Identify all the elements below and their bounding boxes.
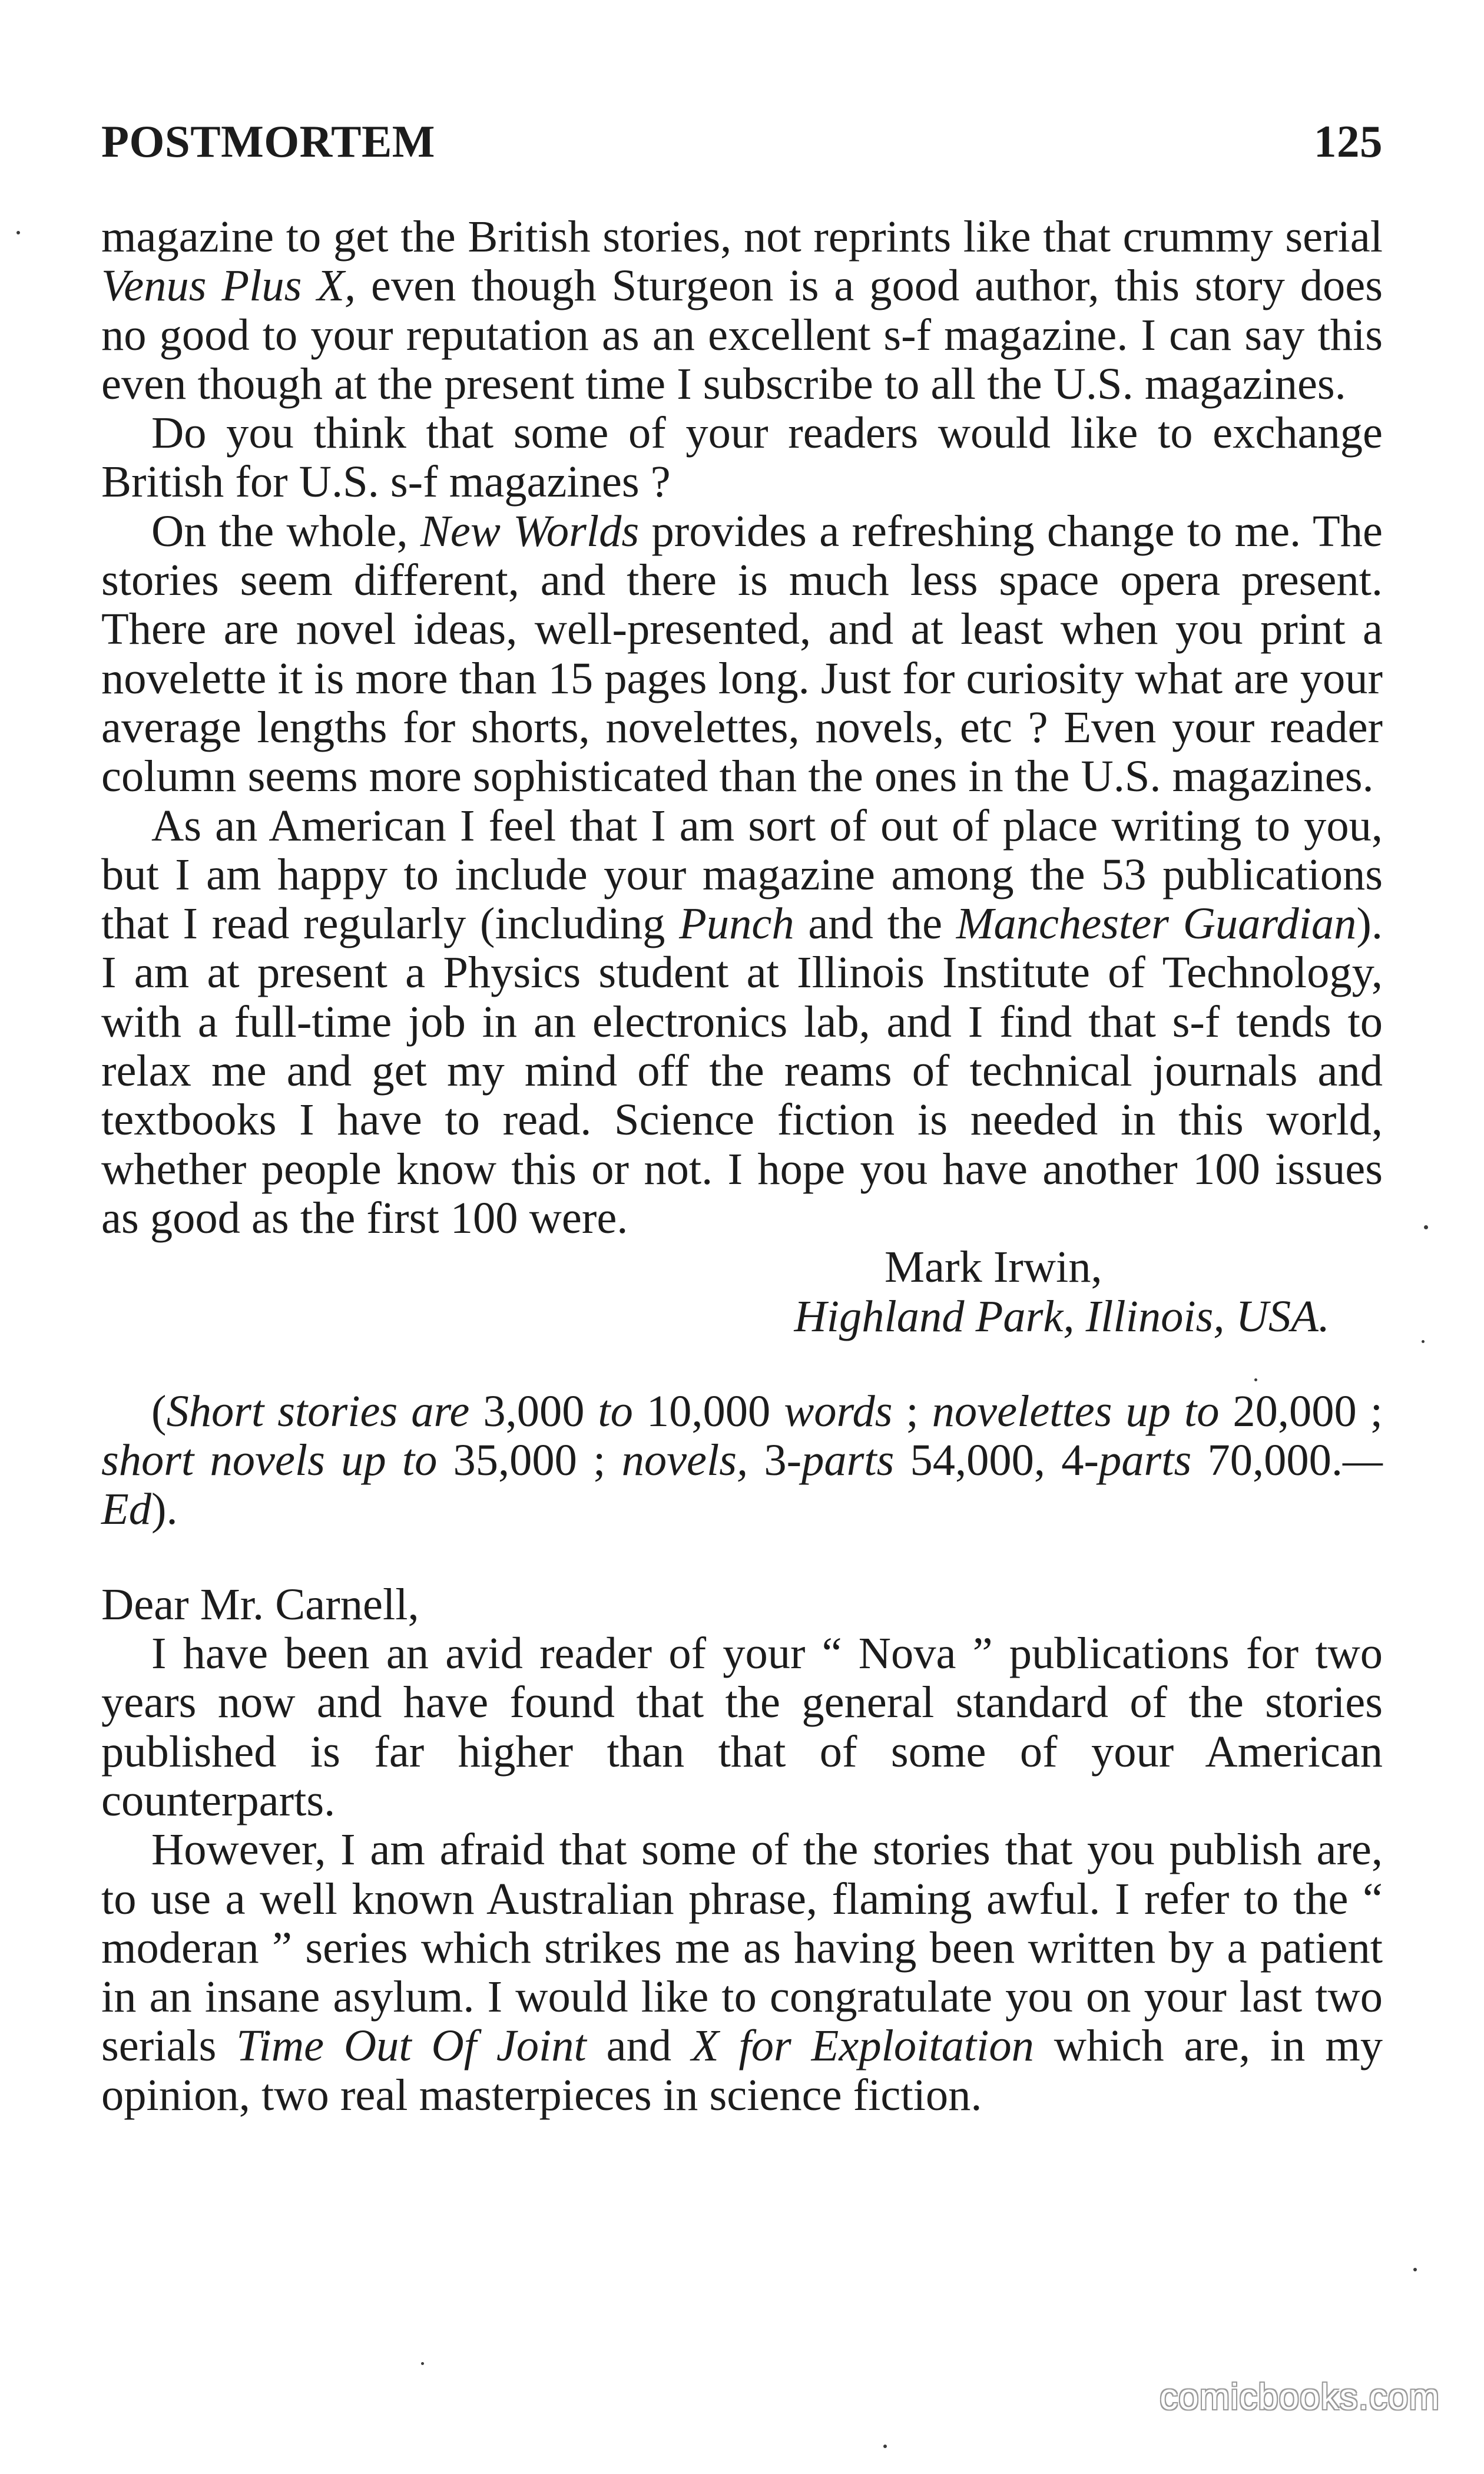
section-gap: [101, 1341, 1383, 1387]
print-speck: [16, 231, 20, 234]
print-speck: [1413, 2268, 1417, 2271]
salutation: Dear Mr. Carnell,: [101, 1579, 419, 1629]
letter1-paragraph-2: Do you think that some of your readers would like to exchange British for U.S. s-f magazines ?: [101, 408, 1383, 507]
letter1-paragraph-4: As an American I feel that I am sort of out of place writing to you, but I am happy to include your magazine among the 53 publications that I read regularly (including Punch and the Manchester Guardian). I am at present a Physics student at Illinois Institute of Technology, with a full-time job in an electronics lab, and I find that s-f tends to relax me and get my mind off the reams of technical journals and textbooks I have to read. Science fiction is needed in this world, whether people know this or not. I hope you have another 100 issues as good as the first 100 were.: [101, 800, 1383, 1243]
running-title: POSTMORTEM: [101, 116, 435, 167]
letter2-paragraph-1: I have been an avid reader of your “ Nova ” publications for two years now and have found that the general standard of the stories published is far higher than that of some of your American counterparts.: [101, 1628, 1383, 1825]
print-speck: [1424, 1225, 1428, 1229]
print-speck: [421, 2362, 424, 2365]
editor-note: (Short stories are 3,000 to 10,000 words ; novelettes up to 20,000 ; short novels up to 35,000 ; novels, 3-parts 54,000, 4-parts 70,000.—Ed).: [101, 1385, 1383, 1534]
section-gap: [101, 1534, 1383, 1580]
print-speck: [883, 2445, 887, 2448]
letter1-paragraph-1: magazine to get the British stories, not reprints like that crummy serial Venus Plus X, even though Sturgeon is a good author, this story does no good to your reputation as an excellent s-f magazine. I can say this even though at the present time I subscribe to all the U.S. magazines.: [101, 211, 1383, 409]
page-number: 125: [1314, 116, 1383, 167]
print-speck: [1254, 1378, 1257, 1381]
page-body: [101, 212, 1383, 2119]
running-header: [101, 115, 1383, 168]
print-speck: [1422, 1340, 1425, 1343]
watermark-logo: comicbooks.com: [1160, 2377, 1440, 2417]
signature-name: Mark Irwin,: [885, 1242, 1102, 1292]
letter2-paragraph-2: However, I am afraid that some of the stories that you publish are, to use a well known Australian phrase, flaming awful. I refer to the “ moderan ” series which strikes me as having been written by a patient in an insane asylum. I would like to congratulate you on your last two serials Time Out Of Joint and X for Exploitation which are, in my opinion, two real masterpieces in science fiction.: [101, 1824, 1383, 2120]
letter1-paragraph-3: On the whole, New Worlds provides a refreshing change to me. The stories seem different, and there is much less space opera present. There are novel ideas, well-presented, and at least when you print a novelette it is more than 15 pages long. Just for curiosity what are your average lengths for shorts, novelettes, novels, etc ? Even your reader column seems more sophisticated than the ones in the U.S. magazines.: [101, 505, 1383, 802]
signature-place: Highland Park, Illinois, USA.: [794, 1291, 1330, 1341]
